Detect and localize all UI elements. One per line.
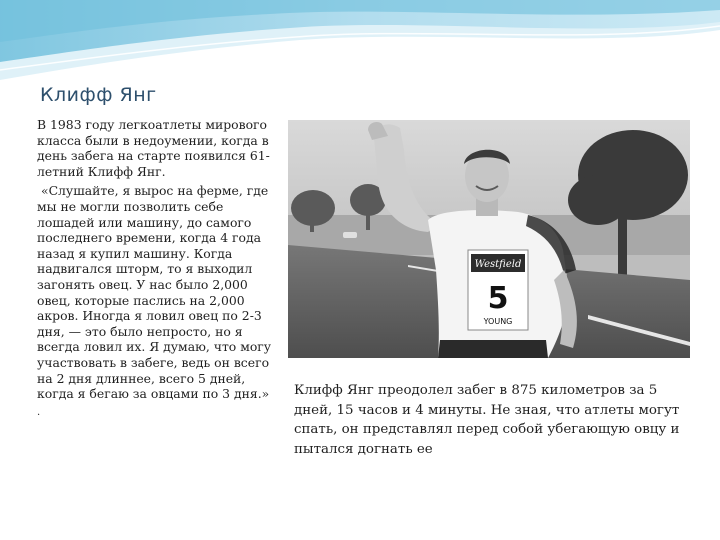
trailing-dot: . — [37, 406, 41, 418]
right-caption: Клифф Янг преодолел забег в 875 километров за 5 дней, 15 часов и 4 минуты. Не зная, что атлеты могут спать, он представлял перед собой убегающую овцу и пытался догнать ее — [294, 383, 680, 457]
intro-paragraph: В 1983 году легкоатлеты мирового класса были в недоумении, когда в день забега на старте появился 61-летний Клифф Янг. — [37, 117, 270, 179]
left-text-block — [37, 117, 277, 418]
bib-number: 5 — [487, 281, 509, 316]
slide-title: Клифф Янг — [40, 84, 157, 106]
quote-paragraph: «Слушайте, я вырос на ферме, где мы не могли позволить себе лошадей или машину, до самого последнего времени, когда 4 года назад я купил машину. Когда надвигался шторм, то я выходил загонять овец. У нас было 2,000 овец, которые паслись на 2,000 акров. Иногда я ловил овец по 2-3 дня, — это было непросто, но я всегда ловил их. Я думаю, что могу участвовать в забеге, ведь он всего на 2 дня длиннее, всего 5 дней, когда я бегаю за овцами по 3 дня.» — [37, 183, 272, 402]
runner-photo — [288, 120, 690, 358]
bib-brand-text: Westfield — [474, 259, 522, 270]
bib-name: YOUNG — [483, 317, 513, 326]
decorative-wave-header — [0, 0, 720, 90]
runner-photo-illustration — [288, 120, 690, 358]
